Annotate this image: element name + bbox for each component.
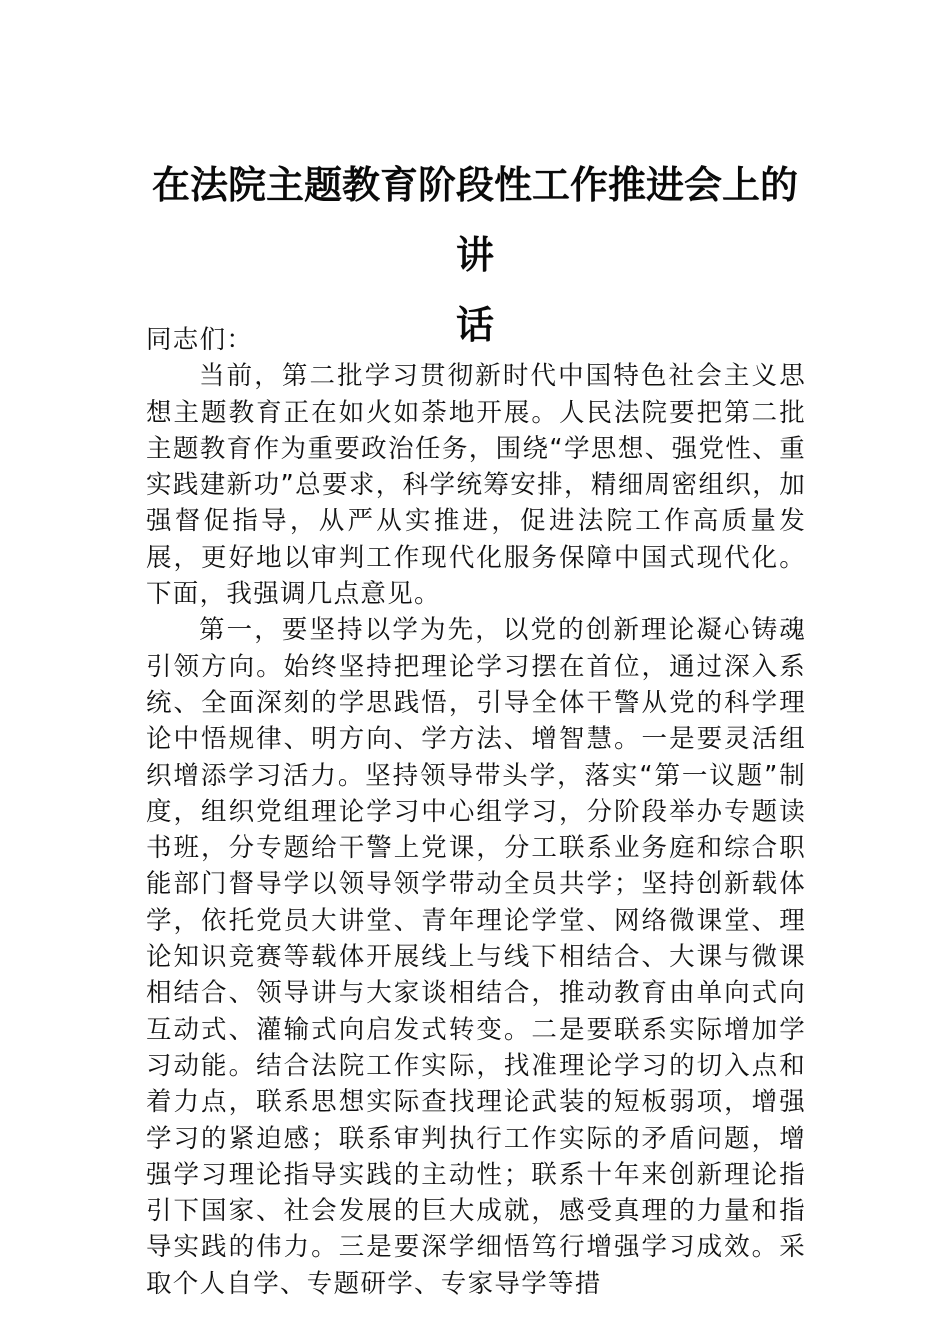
salutation: 同志们：: [146, 325, 254, 355]
title-line-1: 在法院主题教育阶段性工作推进会上的讲: [151, 162, 798, 277]
document-body: [146, 322, 806, 1302]
paragraph-intro: 当前，第二批学习贯彻新时代中国特色社会主义思想主题教育正在如火如荼地开展。人民法院要把第二批主题教育作为重要政治任务，围绕“学思想、强党性、重实践建新功”总要求，科学统筹安排，精细周密组织，加强督促指导，从严从实推进，促进法院工作高质量发展，更好地以审判工作现代化服务保障中国式现代化。下面，我强调几点意见。: [146, 361, 806, 610]
title-line-2: 话: [455, 302, 494, 347]
paragraph-first-point: 第一，要坚持以学为先，以党的创新理论凝心铸魂引领方向。始终坚持把理论学习摆在首位，通过深入系统、全面深刻的学思践悟，引导全体干警从党的科学理论中悟规律、明方向、学方法、增智慧。一是要灵活组织增添学习活力。坚持领导带头学，落实“第一议题”制度，组织党组理论学习中心组学习，分阶段举办专题读书班，分专题给干警上党课，分工联系业务庭和综合职能部门督导学以领导领学带动全员共学；坚持创新载体学，依托党员大讲堂、青年理论学堂、网络微课堂、理论知识竞赛等载体开展线上与线下相结合、大课与微课相结合、领导讲与大家谈相结合，推动教育由单向式向互动式、灌输式向启发式转变。二是要联系实际增加学习动能。结合法院工作实际，找准理论学习的切入点和着力点，联系思想实际查找理论武装的短板弱项，增强学习的紧迫感；联系审判执行工作实际的矛盾问题，增强学习理论指导实践的主动性；联系十年来创新理论指引下国家、社会发展的巨大成就，感受真理的力量和指导实践的伟力。三是要深学细悟笃行增强学习成效。采取个人自学、专题研学、专家导学等措: [146, 615, 806, 1299]
